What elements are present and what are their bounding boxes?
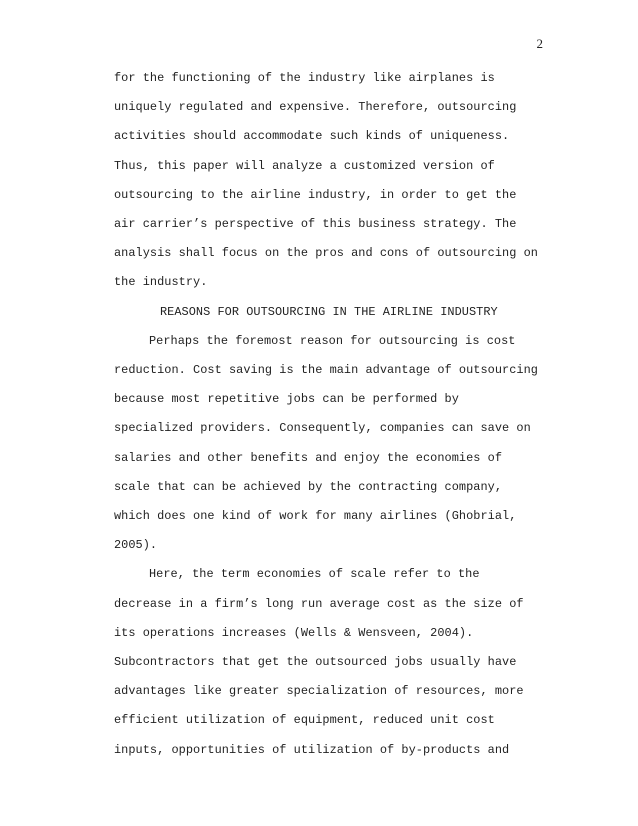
text-line: outsourcing to the airline industry, in order to get the (114, 187, 517, 202)
text-line: scale that can be achieved by the contracting company, (114, 479, 503, 494)
text-line: which does one kind of work for many airlines (Ghobrial, (114, 509, 517, 523)
page-number: 2 (536, 36, 543, 51)
text-line: salaries and other benefits and enjoy the economies of (114, 450, 503, 465)
text-line: reduction. Cost saving is the main advantage of outsourcing (114, 363, 538, 377)
text-line: air carrier’s perspective of this business strategy. The (114, 217, 517, 231)
text-line: for the functioning of the industry like airplanes is (114, 71, 495, 85)
text-line: Subcontractors that get the outsourced jobs usually have (114, 655, 517, 669)
text-line: decrease in a firm’s long run average cost as the size of (114, 596, 524, 611)
text-line: inputs, opportunities of utilization of by-products and (114, 742, 510, 757)
text-line: Perhaps the foremost reason for outsourcing is cost (149, 333, 516, 348)
text-line: activities should accommodate such kinds of uniqueness. (114, 129, 510, 144)
text-line: because most repetitive jobs can be performed by (114, 392, 459, 407)
text-line: efficient utilization of equipment, reduced unit cost (114, 713, 495, 728)
section-heading: REASONS FOR OUTSOURCING IN THE AIRLINE INDUSTRY (160, 304, 498, 319)
text-line: uniquely regulated and expensive. Therefore, outsourcing (114, 100, 517, 115)
text-line: analysis shall focus on the pros and cons of outsourcing on (114, 246, 538, 261)
text-line: Thus, this paper will analyze a customized version of (114, 158, 495, 173)
text-line: its operations increases (Wells & Wensveen, 2004). (114, 625, 474, 640)
text-line: specialized providers. Consequently, companies can save on (114, 421, 531, 436)
text-line: 2005). (114, 538, 158, 553)
text-line: Here, the term economies of scale refer to the (149, 567, 480, 582)
text-line: advantages like greater specialization of resources, more (114, 684, 524, 699)
text-line: the industry. (114, 275, 208, 290)
